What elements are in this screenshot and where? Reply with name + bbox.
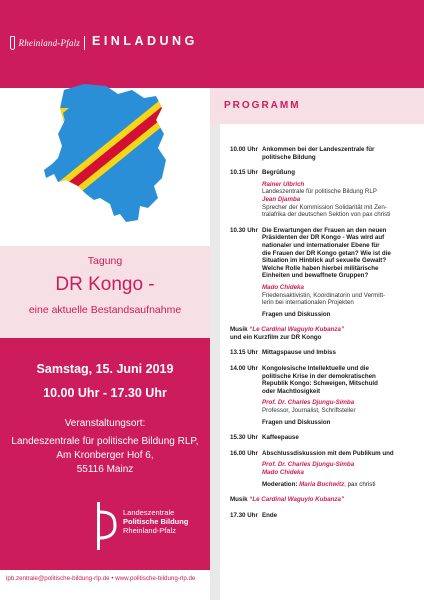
- program-time: 16.00 Uhr: [230, 449, 258, 457]
- program-text: Die Erwartungen der Frauen an den neuen: [262, 226, 387, 234]
- event-subtitle: eine aktuelle Bestandsaufnahme: [28, 304, 182, 316]
- music-label: Musik: [230, 496, 250, 504]
- program-text: Ende: [262, 511, 278, 519]
- program-item: [230, 227, 420, 319]
- program-title: PROGRAMM: [224, 100, 301, 111]
- program-text: Abschlussdiskussion mit dem Publikum und: [262, 449, 394, 457]
- speaker-name: Prof. Dr. Charles Djungu-Simba: [262, 399, 355, 407]
- program-item: [230, 512, 420, 520]
- event-date: Samstag, 15. Juni 2019: [36, 362, 174, 376]
- program-followup: Fragen und Diskussion: [262, 310, 331, 318]
- program-text: Präsidenten der DR Kongo - Was wird auf: [262, 234, 385, 242]
- program-text: Republik Kongo: Schweigen, Mitschuld: [262, 380, 378, 388]
- footer-contact: lpb.zentrale@politische-bildung-rlp.de • www.politische-bildung-rlp.de: [6, 575, 196, 582]
- program-content: [262, 169, 420, 219]
- program-content: [262, 227, 420, 319]
- lpb-line1: Landeszentrale: [123, 508, 175, 517]
- program-text: Kaffeepause: [262, 434, 299, 442]
- program-item: [230, 326, 420, 341]
- event-title-panel: [0, 246, 210, 338]
- program-time: 10.30 Uhr: [230, 226, 258, 234]
- program-text: Situation im Hinblick auf sexuelle Gewalt?: [262, 257, 387, 265]
- venue-line: Landeszentrale für politische Bildung RLP,: [11, 436, 199, 447]
- speaker-name: Mado Chideka: [262, 283, 304, 291]
- lpb-mark-icon: [95, 498, 117, 554]
- logo-text: Rheinland-Pfalz: [18, 38, 80, 48]
- lpb-line3: Rheinland-Pfalz: [123, 526, 176, 535]
- music-title: “Le Cardinal Waguylo Kubanza”: [249, 496, 345, 504]
- program-text: Einheiten und bewaffnete Gruppen?: [262, 272, 369, 280]
- program-text: politische Bildung: [262, 153, 316, 161]
- moderator-name: Maria Buchwitz: [299, 480, 345, 488]
- program-content: [262, 512, 420, 520]
- music-label: Musik: [230, 326, 250, 334]
- program-item: [230, 146, 420, 161]
- program-time: 10.15 Uhr: [230, 169, 258, 177]
- program-text: Ankommen bei der Landeszentrale für: [262, 146, 375, 153]
- program-content: [262, 450, 420, 488]
- program-text: Welche Rolle haben hierbei militärische: [262, 264, 379, 272]
- program-text: politische Krise in der demokratischen: [262, 372, 376, 380]
- program-text: oder Machtlosigkeit: [262, 387, 321, 395]
- program-content: [262, 365, 420, 426]
- program-time: 15.30 Uhr: [230, 434, 258, 442]
- speaker-name: Mado Chideka: [262, 469, 304, 476]
- event-details-panel: [0, 338, 210, 570]
- program-item: [230, 169, 420, 219]
- program-followup: Fragen und Diskussion: [262, 418, 331, 426]
- program-header: [210, 88, 424, 124]
- program-text: Begrüßung: [262, 169, 295, 177]
- moderation-label: Moderation:: [262, 480, 300, 488]
- program-text: nationaler und internationaler Ebene für: [262, 241, 380, 249]
- header-divider: [84, 36, 85, 50]
- event-time: 10.00 Uhr - 17.30 Uhr: [43, 386, 167, 400]
- lpb-line2: Politische Bildung: [123, 517, 189, 526]
- program-time: 17.30 Uhr: [230, 511, 258, 519]
- side-strip: [210, 124, 220, 600]
- speaker-desc: Friedensaktivistin, Koordinatorin und Vermitt-: [262, 291, 386, 299]
- program-item: [230, 365, 420, 426]
- moderation-line: [262, 481, 420, 489]
- program-content: [262, 434, 420, 442]
- program-item: [230, 450, 420, 488]
- lpb-logo: [95, 498, 207, 554]
- speaker-name: Rainer Ulbrich: [262, 180, 305, 188]
- program-content: [262, 349, 420, 357]
- program-content: [230, 326, 420, 341]
- venue-label: Veranstaltungsort:: [64, 418, 146, 429]
- venue-line: 55116 Mainz: [76, 464, 134, 475]
- speaker-desc: Landeszentrale für politische Bildung RLP: [262, 188, 377, 196]
- program-text: die Frauen der DR Kongo getan? Wie ist die: [262, 249, 391, 257]
- program-item: [230, 434, 420, 442]
- music-line: [230, 326, 420, 334]
- event-type: Tagung: [87, 255, 123, 267]
- crest-icon: [10, 36, 15, 50]
- music-subline: und ein Kurzfilm zur DR Kongo: [230, 333, 322, 341]
- venue-line: Am Kronberger Hof 6,: [56, 450, 154, 461]
- program-item: [230, 496, 420, 504]
- moderator-org: , pax christi: [344, 480, 376, 488]
- music-line: [230, 496, 420, 504]
- program-content: [262, 146, 420, 161]
- event-title: DR Kongo -: [55, 274, 155, 295]
- program-time: 14.00 Uhr: [230, 365, 258, 373]
- speaker-desc: tralafrika der deutschen Sektion von pax christi: [262, 211, 391, 219]
- rlp-logo: [10, 34, 80, 52]
- page-title: EINLADUNG: [92, 34, 198, 48]
- speaker-name: Prof. Dr. Charles Djungu-Simba: [262, 461, 355, 469]
- program-time: 10.00 Uhr: [230, 146, 258, 153]
- program-text: Mittagspause und Imbiss: [262, 349, 336, 357]
- header-bar: [0, 0, 424, 88]
- program-time: 13.15 Uhr: [230, 349, 258, 357]
- lpb-text: [123, 508, 188, 535]
- congo-flag-map: [44, 82, 170, 232]
- speaker-name: Jean Djamba: [262, 195, 301, 203]
- program-item: [230, 349, 420, 357]
- music-title: “Le Cardinal Waguylo Kubanza”: [249, 326, 345, 334]
- speaker-desc: lerin bei internationalen Projekten: [262, 299, 354, 307]
- program-column: [210, 88, 424, 600]
- program-content: [230, 496, 420, 504]
- speaker-desc: Professor, Journalist, Schriftsteller: [262, 407, 356, 415]
- program-list: [230, 146, 420, 527]
- speaker-desc: Sprecher der Kommission Solidarität mit Zen-: [262, 203, 387, 211]
- program-text: Kongolesische Intellektuelle und die: [262, 365, 369, 373]
